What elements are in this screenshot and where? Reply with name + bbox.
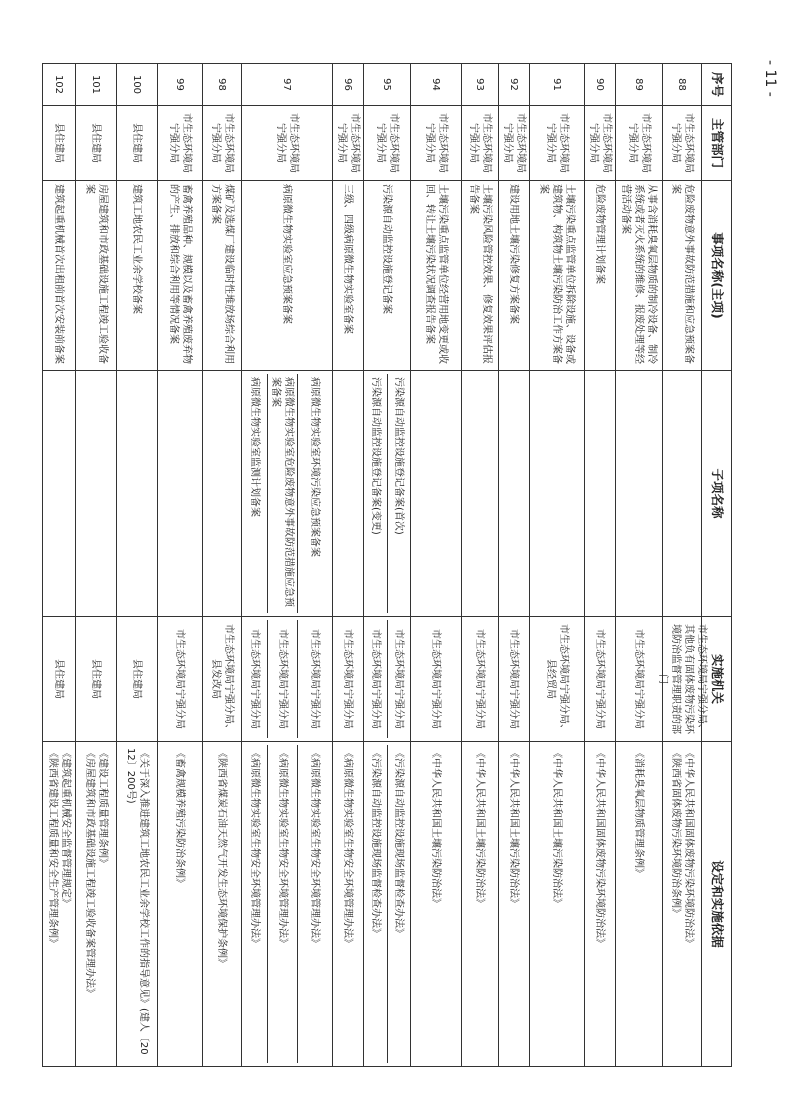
table-row: [117, 64, 158, 1067]
table-row: [530, 64, 585, 1067]
header-dept: 主管部门: [702, 106, 732, 181]
agency-name: 市生态环境局宁强分局: [342, 629, 354, 729]
row-number: 95: [364, 64, 411, 106]
basis-cell: [616, 742, 663, 1067]
department-cell: 市生态环境局宁强分局: [499, 106, 530, 181]
subitem-cell: [76, 371, 117, 617]
agency-name: 市生态环境局宁强分局、县发改局: [210, 624, 234, 734]
basis-cell: [43, 742, 76, 1067]
basis-text: [531, 745, 583, 1063]
row-number: 102: [43, 64, 76, 106]
basis-text: [387, 745, 409, 1063]
basis-line: 《病原微生物实验室生物安全环境管理办法》: [309, 748, 320, 948]
basis-text: [204, 745, 240, 1063]
agency-name: 市生态环境局宁强分局: [508, 629, 520, 729]
basis-text: [365, 745, 387, 1063]
table-row: [158, 64, 203, 1067]
basis-text: [118, 745, 156, 1063]
subitem-cell: [43, 371, 76, 617]
table-row: [203, 64, 242, 1067]
department-cell: 市生态环境局宁强分局: [616, 106, 663, 181]
subitem-cell: [333, 371, 364, 617]
department-cell: 县住建局: [117, 106, 158, 181]
subitem-name: 病原微生物实验室监测计划备案: [249, 377, 261, 517]
basis-cell: [333, 742, 364, 1067]
header-item: 事项名称(主项): [702, 181, 732, 371]
agency-name: 市生态环境局宁强分局: [474, 629, 486, 729]
basis-line: 《陕西省煤炭石油天然气开发生态环境保护条例》: [216, 748, 228, 968]
basis-text: [664, 745, 700, 1063]
department-cell: 市生态环境局宁强分局: [663, 106, 702, 181]
subitem-name: 病原微生物实验室危险废物意外事故防范措施应急预案备案: [267, 374, 297, 613]
basis-line: 《畜禽规模养殖污染防治条例》: [174, 748, 186, 888]
subitem-cell: [203, 371, 242, 617]
item-name-cell: 土壤污染重点监管单位经营用地变更或收回、转让土壤污染状况调查报告备案: [411, 181, 462, 371]
item-name-cell: 建设用地土壤污染修复方案备案: [499, 181, 530, 371]
basis-cell: [585, 742, 616, 1067]
subitem-cell: [411, 371, 462, 617]
basis-text: [297, 745, 331, 1063]
row-number: 94: [411, 64, 462, 106]
table-row: [616, 64, 663, 1067]
basis-line: 《中华人民共和国土壤污染防治法》: [508, 748, 520, 908]
subitem-name: [412, 374, 460, 613]
agency-name: 市生态环境局宁强分局: [387, 620, 409, 738]
department-cell: 市生态环境局宁强分局: [585, 106, 616, 181]
agency-cell: [530, 617, 585, 742]
subitem-name: [463, 374, 497, 613]
agency-cell: [242, 617, 333, 742]
department-cell: 市生态环境局宁强分局: [462, 106, 499, 181]
table-row: [364, 64, 411, 1067]
basis-line: 《病原微生物实验室生物安全环境管理办法》: [277, 748, 288, 948]
agency-cell: [158, 617, 203, 742]
agency-cell: [43, 617, 76, 742]
agency-cell: [411, 617, 462, 742]
subitem-name: [159, 374, 201, 613]
subitem-name: [500, 374, 528, 613]
department-cell: 县住建局: [76, 106, 117, 181]
basis-cell: [499, 742, 530, 1067]
subitem-cell: [499, 371, 530, 617]
subitem-name: [664, 374, 700, 613]
agency-name: 市生态环境局宁强分局、其他负有固体废物污染环境防治监督管理职责的部门: [657, 624, 707, 734]
basis-line: 《中华人民共和国固体废物污染环境防治法》: [594, 748, 606, 948]
basis-line: 《污染源自动监控设施现场监督检查办法》: [370, 748, 382, 938]
subitem-name: [334, 374, 362, 613]
department-cell: 市生态环境局宁强分局: [242, 106, 333, 181]
basis-cell: [462, 742, 499, 1067]
basis-cell: [364, 742, 411, 1067]
item-name-cell: 煤矿及选煤厂建设临时性堆放场综合利用方案备案: [203, 181, 242, 371]
subitem-cell: [530, 371, 585, 617]
basis-text: [334, 745, 362, 1063]
subitem-name: [204, 374, 240, 613]
subitem-cell: [364, 371, 411, 617]
subitem-cell: [462, 371, 499, 617]
agency-name: 县住建局: [131, 659, 143, 699]
basis-cell: [663, 742, 702, 1067]
subitem-name: [617, 374, 661, 613]
row-number: 91: [530, 64, 585, 106]
item-name-cell: 危险废物意外事故防范措施和应急预案备案: [663, 181, 702, 371]
agency-name: 市生态环境局宁强分局: [594, 629, 606, 729]
subitem-name: [44, 374, 74, 613]
table-row: [43, 64, 76, 1067]
table-row: [411, 64, 462, 1067]
basis-cell: [158, 742, 203, 1067]
basis-line: 《陕西省固体废物污染环境防治条例》: [670, 748, 681, 918]
agency-cell: [117, 617, 158, 742]
agency-name: 市生态环境局宁强分局: [174, 629, 186, 729]
row-number: 92: [499, 64, 530, 106]
header-basis: 设定和实施依据: [702, 742, 732, 1067]
header-no: 序号: [702, 64, 732, 106]
subitem-name: [77, 374, 115, 613]
table-row: [663, 64, 702, 1067]
department-cell: 市生态环境局宁强分局: [411, 106, 462, 181]
item-name-cell: 土壤污染重点监管单位拆除设施、设备或建筑物、构筑物土壤污染防治工作方案备案: [530, 181, 585, 371]
department-cell: 市生态环境局宁强分局: [530, 106, 585, 181]
table-row: [462, 64, 499, 1067]
basis-line: 《中华人民共和国固体废物污染环境防治法》: [683, 748, 694, 948]
agency-name: 县住建局: [53, 659, 65, 699]
table-row: [333, 64, 364, 1067]
item-name-cell: 建筑起重机械首次出租前首次安装前备案: [43, 181, 76, 371]
basis-cell: [117, 742, 158, 1067]
subitem-name: [118, 374, 156, 613]
item-name-cell: 三级、四级病原微生物实验室备案: [333, 181, 364, 371]
table-row: [242, 64, 333, 1067]
department-cell: 市生态环境局宁强分局: [333, 106, 364, 181]
item-name-cell: 畜禽养殖品种、规模以及畜禽养殖废弃物的产生、排放和综合利用等情况备案: [158, 181, 203, 371]
basis-line: 《建设工程质量管理条例》: [97, 748, 108, 868]
basis-line: 《病原微生物实验室生物安全环境管理办法》: [249, 748, 261, 948]
subitem-cell: [663, 371, 702, 617]
basis-line: 《消耗臭氧层物质管理条例》: [633, 748, 645, 878]
item-name-cell: 建筑工地农民工业余学校备案: [117, 181, 158, 371]
row-number: 96: [333, 64, 364, 106]
subitem-cell: [585, 371, 616, 617]
item-name-cell: 从事含消耗臭氧层物质的制冷设备、制冷系统或者灭火系统的维修、报废处理等经营活动备案: [616, 181, 663, 371]
agency-cell: [585, 617, 616, 742]
item-name-cell: 污染源自动监控设施登记备案: [364, 181, 411, 371]
row-number: 89: [616, 64, 663, 106]
row-number: 99: [158, 64, 203, 106]
header-row: [702, 64, 732, 1067]
department-cell: 市生态环境局宁强分局: [203, 106, 242, 181]
subitem-name: 污染源自动监控设施登记备案(首次): [387, 374, 409, 613]
basis-text: [586, 745, 614, 1063]
agency-cell: [203, 617, 242, 742]
basis-cell: [530, 742, 585, 1067]
agency-cell: [499, 617, 530, 742]
agency-name: 市生态环境局宁强分局: [267, 620, 297, 738]
basis-cell: [203, 742, 242, 1067]
basis-text: [159, 745, 201, 1063]
subitem-name: [531, 374, 583, 613]
department-cell: 市生态环境局宁强分局: [364, 106, 411, 181]
agency-name: 市生态环境局宁强分局: [430, 629, 442, 729]
basis-line: 《房屋建筑和市政基础设施工程竣工验收备案管理办法》: [84, 748, 95, 998]
agency-name: 县住建局: [90, 659, 102, 699]
item-name-cell: 病原微生物实验室应急预案备案: [242, 181, 333, 371]
agency-cell: [364, 617, 411, 742]
basis-line: 《中华人民共和国土壤污染防治法》: [474, 748, 486, 908]
agency-name: 市生态环境局宁强分局、县经贸局: [545, 624, 569, 734]
basis-text: [77, 745, 115, 1063]
table-row: [499, 64, 530, 1067]
row-number: 90: [585, 64, 616, 106]
subitem-name: 污染源自动监控设施登记备案(变更): [370, 377, 382, 535]
table-row: [76, 64, 117, 1067]
row-number: 97: [242, 64, 333, 106]
agency-name: 市生态环境局宁强分局: [370, 629, 382, 729]
basis-cell: [411, 742, 462, 1067]
agency-name: 市生态环境局宁强分局: [633, 629, 645, 729]
subitem-name: 病原微生物实验室环境污染应急预案备案: [297, 374, 331, 613]
rotated-page: [47, 63, 732, 1066]
agency-cell: [333, 617, 364, 742]
basis-line: 《建筑起重机械安全监督管理规定》: [60, 748, 71, 908]
basis-text: [44, 745, 74, 1063]
basis-text: [463, 745, 497, 1063]
subitem-cell: [616, 371, 663, 617]
basis-cell: [76, 742, 117, 1067]
basis-cell: [242, 742, 333, 1067]
department-cell: 县住建局: [43, 106, 76, 181]
item-name-cell: 危险废物管理计划备案: [585, 181, 616, 371]
basis-line: 《中华人民共和国土壤污染防治法》: [551, 748, 563, 908]
row-number: 101: [76, 64, 117, 106]
basis-text: [500, 745, 528, 1063]
basis-text: [267, 745, 297, 1063]
header-subitem: 子项名称: [702, 371, 732, 617]
item-name-cell: 房屋建筑和市政基础设施工程竣工验收备案: [76, 181, 117, 371]
page-number: - 11 -: [762, 60, 778, 97]
item-name-cell: 土壤污染风险管控效果、修复效果评估报告备案: [462, 181, 499, 371]
basis-line: 《污染源自动监控设施现场监督检查办法》: [393, 748, 404, 938]
agency-cell: [76, 617, 117, 742]
row-number: 100: [117, 64, 158, 106]
basis-text: [243, 745, 267, 1063]
basis-line: 《病原微生物实验室生物安全环境管理办法》: [342, 748, 354, 948]
basis-line: 《陕西省建设工程质量和安全生产管理条例》: [47, 748, 58, 948]
subitem-cell: [242, 371, 333, 617]
agency-cell: [657, 617, 707, 742]
basis-line: 《关于深入推进建筑工地农民工业余学校工作的指导意见》(建人〔2012〕200号): [125, 748, 149, 1055]
table-row: [585, 64, 616, 1067]
agency-cell: [462, 617, 499, 742]
agency-name: 市生态环境局宁强分局: [297, 620, 331, 738]
basis-text: [412, 745, 460, 1063]
subitem-cell: [117, 371, 158, 617]
department-cell: 市生态环境局宁强分局: [158, 106, 203, 181]
basis-line: 《中华人民共和国土壤污染防治法》: [430, 748, 442, 908]
agency-name: 市生态环境局宁强分局: [249, 629, 261, 729]
row-number: 93: [462, 64, 499, 106]
subitem-cell: [158, 371, 203, 617]
header-agency: 实施机关: [702, 617, 732, 742]
row-number: 88: [663, 64, 702, 106]
basis-text: [617, 745, 661, 1063]
row-number: 98: [203, 64, 242, 106]
filing-items-table: [42, 63, 732, 1067]
subitem-name: [586, 374, 614, 613]
